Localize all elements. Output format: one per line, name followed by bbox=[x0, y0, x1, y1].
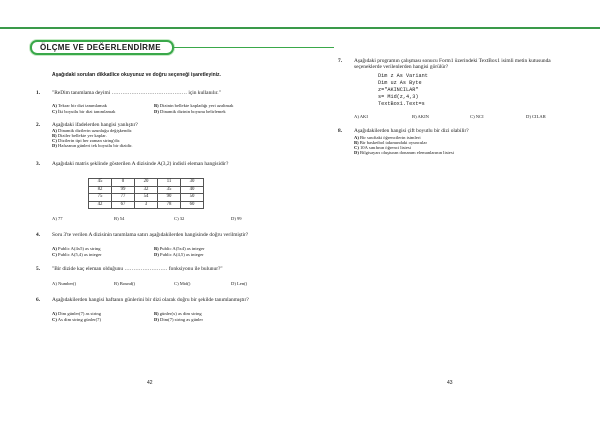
option-row: B) Public A(5x4) as integer bbox=[154, 246, 205, 251]
question-number: 6. bbox=[36, 297, 41, 303]
question-text: Aşağıdaki ifadelerden hangisi yanlıştır? bbox=[52, 122, 138, 128]
answer-c: C) NCI bbox=[470, 114, 484, 119]
top-rule bbox=[0, 27, 600, 29]
page-number-left: 42 bbox=[147, 380, 153, 386]
matrix-cell: 20 bbox=[135, 179, 158, 187]
answer-d: D) Len() bbox=[231, 281, 248, 286]
matrix-cell: 35 bbox=[158, 186, 181, 194]
matrix-cell: 99 bbox=[112, 186, 135, 194]
code-block bbox=[378, 73, 428, 108]
option-row: A) Public A(4x5) as string bbox=[52, 246, 101, 251]
matrix-cell: 11 bbox=[158, 179, 181, 187]
matrix-cell: 77 bbox=[112, 194, 135, 202]
header-rule bbox=[174, 47, 334, 48]
code-line: Dim z As Variant bbox=[378, 73, 428, 79]
matrix-cell: 40 bbox=[181, 186, 204, 194]
table-row bbox=[89, 201, 204, 209]
answer-b: B) Bound() bbox=[114, 281, 136, 286]
matrix-cell: 50 bbox=[181, 194, 204, 202]
option-row: C) Dizilerin tipi her zaman string'dir. bbox=[52, 138, 121, 143]
section-title: ÖLÇME VE DEĞERLENDİRME bbox=[40, 43, 161, 52]
question-text: "ReDim tanımlama deyimi …………………………………… için kullanılır." bbox=[52, 90, 221, 96]
option-row: C) As dim string günler(7) bbox=[52, 317, 102, 322]
table-row bbox=[89, 179, 204, 187]
matrix-cell: 30 bbox=[181, 179, 204, 187]
question-number: 1. bbox=[36, 90, 41, 96]
option-row: B) günler(x) as dim string bbox=[154, 311, 202, 316]
option-row: D) Dim(7) string as günler bbox=[154, 317, 204, 322]
code-line: TextBox1.Text=s bbox=[378, 101, 425, 107]
code-line: Dim uz As Byte bbox=[378, 80, 422, 86]
matrix-cell: 0 bbox=[112, 179, 135, 187]
matrix-cell: 90 bbox=[158, 194, 181, 202]
answer-d: D) 99 bbox=[231, 216, 242, 221]
code-line: z="AKINCILAR" bbox=[378, 87, 419, 93]
question-number: 7. bbox=[338, 58, 343, 64]
matrix-cell: 60 bbox=[181, 201, 204, 209]
page-number-right: 43 bbox=[447, 380, 453, 386]
question-number: 8. bbox=[338, 128, 343, 134]
question-text: "Bir dizide kaç eleman olduğunu …………………… fonksiyonu ile bulunur?" bbox=[52, 266, 223, 272]
matrix-cell: 75 bbox=[89, 194, 112, 202]
answer-a: A) Number() bbox=[52, 281, 77, 286]
answer-a: A) 77 bbox=[52, 216, 63, 221]
option-row: A) Tekrar bir dizi tanımlamak bbox=[52, 103, 107, 108]
option-row: C) 10A sınıfının öğrenci listesi bbox=[354, 145, 411, 150]
option-row: A) Bir sınıftaki öğrencilerin isimleri bbox=[354, 135, 421, 140]
matrix-cell: 42 bbox=[89, 201, 112, 209]
code-line: s= Mid(z,4,3) bbox=[378, 94, 419, 100]
option-row: C) Public A(5,4) as integer bbox=[52, 252, 102, 257]
option-row: D) Bilgisayarı oluşturan donanım elemanlarının listesi bbox=[354, 150, 454, 155]
question-text: Aşağıdakilerden hangisi çift boyutlu bir dizi olabilir? bbox=[354, 128, 469, 134]
table-row bbox=[89, 194, 204, 202]
option-row: D) Hafızanın günleri tek boyutlu bir dizidir. bbox=[52, 143, 133, 148]
question-number: 5. bbox=[36, 266, 41, 272]
matrix-cell: 78 bbox=[158, 201, 181, 209]
question-text: Aşağıdakilerden hangisi haftanın günlerini bir dizi olarak doğru bir şekilde tanımlanmıştır? bbox=[52, 297, 249, 303]
matrix-cell: 54 bbox=[135, 194, 158, 202]
question-number: 3. bbox=[36, 161, 41, 167]
instructions: Aşağıdaki soruları dikkatlice okuyunuz ve doğru seçeneği işaretleyiniz. bbox=[52, 72, 221, 78]
matrix-table bbox=[88, 178, 204, 209]
matrix-cell: 82 bbox=[89, 186, 112, 194]
matrix-cell: 32 bbox=[135, 186, 158, 194]
question-number: 2. bbox=[36, 122, 41, 128]
option-row: D) Dinamik dizinin boyunu belirlemek bbox=[154, 109, 226, 114]
matrix-cell: 67 bbox=[112, 201, 135, 209]
question-text: Soru 3'te verilen A dizisinin tanımlama satırı aşağıdakilerden hangisinde doğru verilmiştir? bbox=[52, 232, 249, 238]
option-row: D) Public A(4,5) as integer bbox=[154, 252, 204, 257]
question-text: Aşağıdaki matris şeklinde gösterilen A dizisinde A(3,2) indisli eleman hangisidir? bbox=[52, 161, 229, 167]
answer-b: B) 54 bbox=[114, 216, 125, 221]
answer-c: C) 32 bbox=[174, 216, 185, 221]
matrix-cell: 3 bbox=[135, 201, 158, 209]
option-row: A) Dinamik dizilerin uzunluğu değişkendir. bbox=[52, 128, 133, 133]
answer-d: D) CILAR bbox=[526, 114, 546, 119]
option-row: B) Bir basketbol takımındaki oyuncular bbox=[354, 140, 427, 145]
question-text: Aşağıdaki programın çalışması sonucu Form1 üzerindeki TextBox1 isimli metin kutusunda seçeneklerde verilenlerden hangisi görülür? bbox=[354, 58, 551, 71]
table-row bbox=[89, 186, 204, 194]
answer-b: B) AKIN bbox=[412, 114, 429, 119]
option-row: C) İki boyutlu bir dizi tanımlamak bbox=[52, 109, 116, 114]
matrix-cell: 45 bbox=[89, 179, 112, 187]
option-row: A) Dim günler(7) as string bbox=[52, 311, 102, 316]
section-header bbox=[30, 40, 174, 55]
answer-c: C) Mid() bbox=[174, 281, 191, 286]
option-row: B) Dizinin bellekte kapladığı yeri azaltmak bbox=[154, 103, 234, 108]
question-number: 4. bbox=[36, 232, 41, 238]
answer-a: A) AKI bbox=[354, 114, 368, 119]
option-row: B) Diziler bellekte yer kaplar. bbox=[52, 133, 107, 138]
